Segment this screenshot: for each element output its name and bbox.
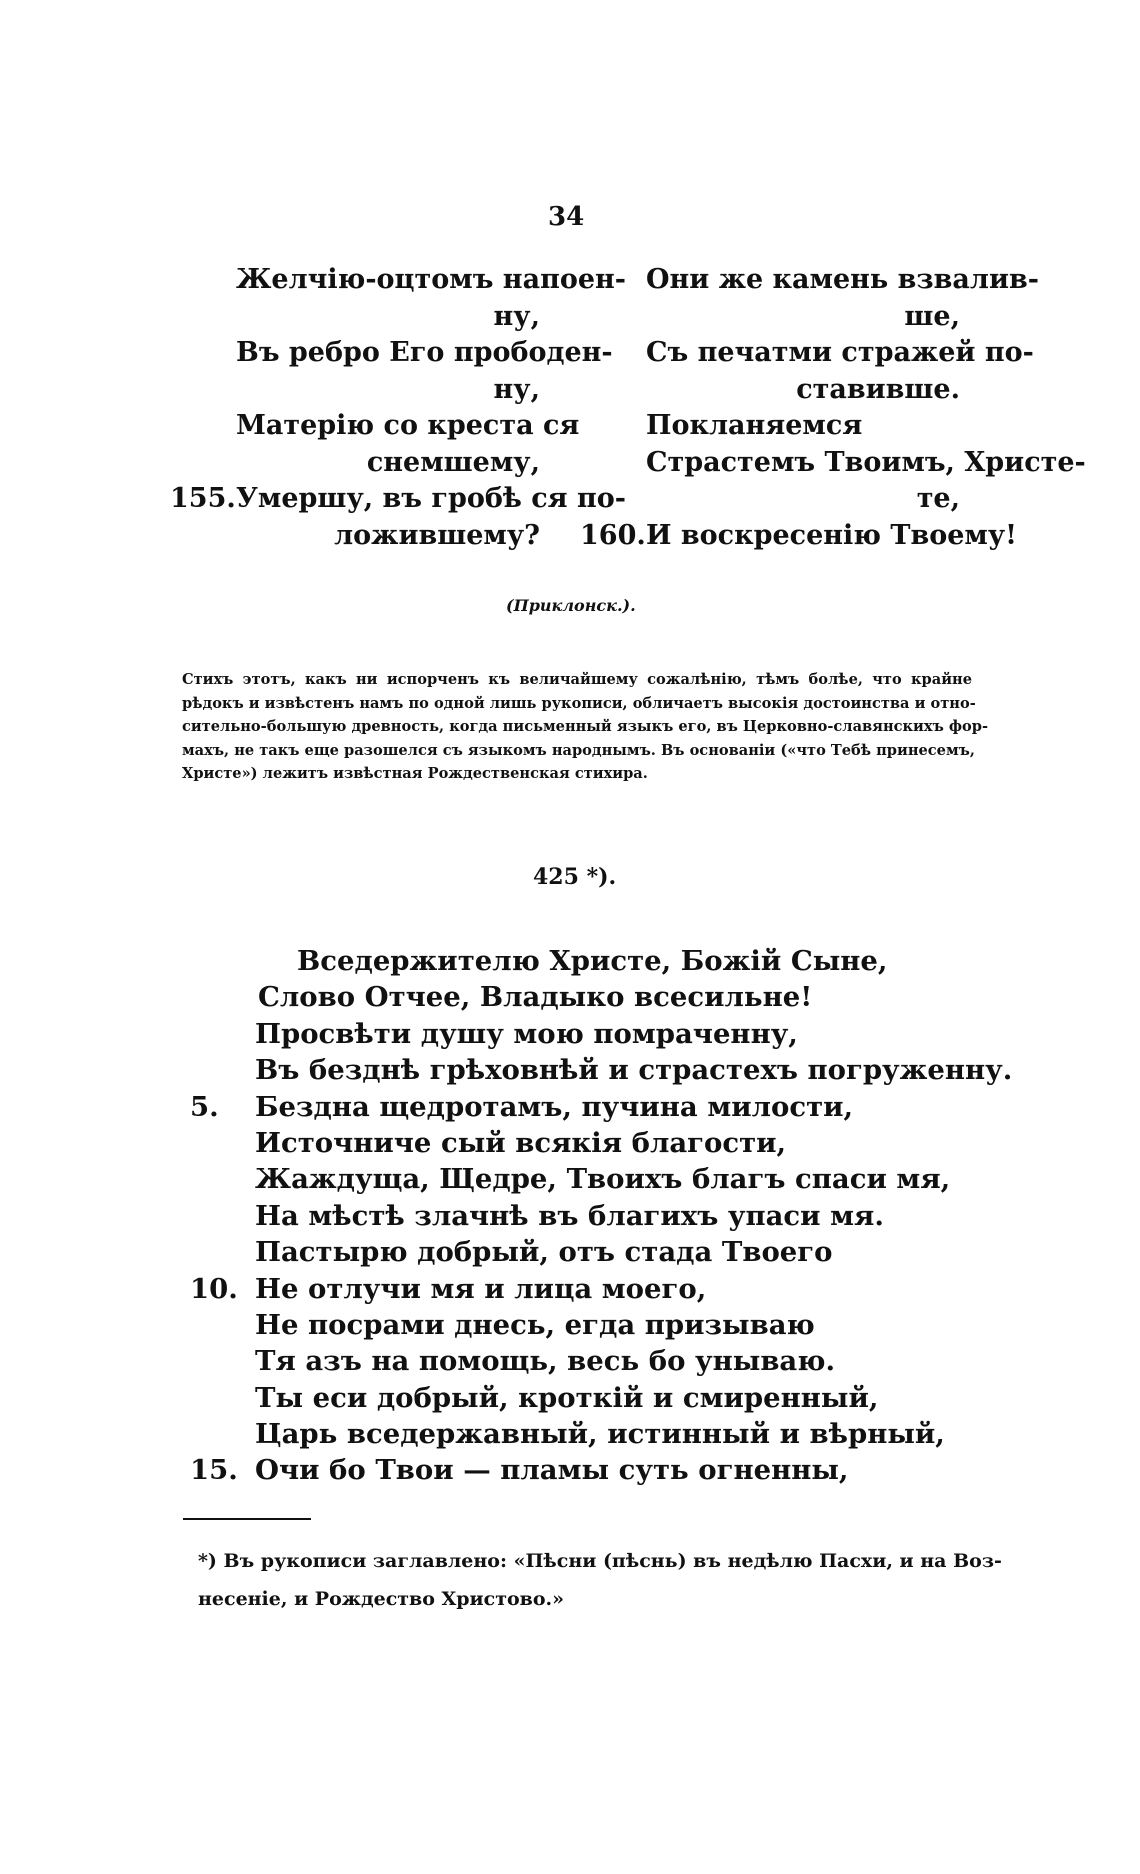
poem-line [190, 979, 950, 1015]
commentary-paragraph [182, 668, 989, 786]
poem-body [190, 943, 1013, 1489]
verse-text: ше, [904, 300, 960, 332]
verse-text: Желчію-оцтомъ напоен- [236, 264, 626, 295]
verse-text: ставивше. [796, 373, 960, 405]
poem-text: Источниче сый всякія благости, [255, 1126, 787, 1159]
source-attribution: (Приклонск.). [506, 596, 636, 615]
poem-line [190, 943, 950, 979]
verse-line [580, 481, 970, 518]
poem-line [190, 1416, 950, 1452]
verse-line [170, 335, 613, 372]
hymn-number-heading: 425 *). [533, 864, 617, 890]
poem-line [190, 1198, 950, 1234]
verse-line [580, 262, 1039, 299]
verse-text: ну, [493, 373, 540, 405]
poem-line [190, 1016, 950, 1052]
poem-text: Бездна щедротамъ, пучина милости, [255, 1090, 854, 1123]
footnote [198, 1542, 1002, 1618]
poem-line [190, 1380, 950, 1416]
verse-line [170, 445, 550, 482]
verse-line [170, 408, 580, 445]
poem-line [190, 1271, 950, 1307]
poem-text: Царь вседержавный, истинный и вѣрный, [255, 1418, 945, 1451]
commentary-line: Христе») лежитъ извѣстная Рождественская стихира. [182, 765, 648, 782]
verse-text: Страстемъ Твоимъ, Христе- [646, 446, 1086, 478]
footnote-line: *) Въ рукописи заглавлено: «Пѣсни (пѣснь) въ недѣлю Пасхи, и на Воз- [198, 1550, 1002, 1572]
verse-text: Въ ребро Его прободен- [236, 337, 613, 368]
verse-line [580, 335, 1034, 372]
verse-line [170, 481, 626, 518]
poem-line [190, 1125, 950, 1161]
verse-line [170, 372, 550, 409]
poem-text: Въ безднѣ грѣховнѣй и страстехъ погруженну. [255, 1054, 1013, 1087]
verse-text: Съ печатми стражей по- [646, 337, 1034, 368]
line-number: 160. [580, 519, 646, 551]
poem-line [190, 1452, 950, 1488]
commentary-line: рѣдокъ и извѣстенъ намъ по одной лишь рукописи, обличаетъ высокія достоинства и отно- [182, 694, 976, 712]
poem-text: Не отлучи мя и лица моего, [255, 1272, 707, 1305]
commentary-line: Стихъ этотъ, какъ ни испорченъ къ величайшему сожалѣнію, тѣмъ болѣе, что крайне [182, 671, 972, 688]
verse-text: Умершу, въ гробѣ ся по- [236, 483, 626, 514]
poem-line [190, 1234, 950, 1270]
verse-line [580, 518, 1018, 555]
line-number: 5. [190, 1090, 219, 1123]
line-number: 15. [190, 1454, 238, 1487]
poem-text: Вседержителю Христе, Божій Сыне, [297, 945, 888, 977]
verse-text: снемшему, [366, 446, 540, 478]
verse-text: ну, [493, 300, 540, 332]
verse-line [170, 518, 550, 555]
poem-text: Не посрами днесь, егда призываю [255, 1308, 815, 1341]
verse-text: Матерію со креста ся [236, 410, 580, 441]
verse-text: Покланяемся [646, 410, 863, 441]
poem-text: Слово Отчее, Владыко всесильне! [258, 981, 813, 1014]
footnote-divider [183, 1518, 311, 1520]
poem-text: Пастырю добрый, отъ стада Твоего [255, 1236, 833, 1269]
poem-line [190, 1089, 950, 1125]
poem-text: Просвѣти душу мою помраченну, [255, 1017, 798, 1050]
commentary-line: сительно-большую древность, когда письменный языкъ его, въ Церковно-славянскихъ фор- [182, 718, 989, 735]
poem-text: Жаждуща, Щедре, Твоихъ благъ спаси мя, [255, 1163, 951, 1196]
poem-line [190, 1307, 950, 1343]
verse-text: ложившему? [334, 519, 540, 551]
poem-text: Ты еси добрый, кроткій и смиренный, [255, 1381, 879, 1414]
verse-line [170, 262, 626, 299]
poem-text: На мѣстѣ злачнѣ въ благихъ упаси мя. [255, 1199, 884, 1232]
verse-line [170, 299, 550, 336]
poem-text: Тя азъ на помощь, весь бо унываю. [255, 1345, 836, 1378]
verse-line [580, 445, 1086, 482]
verse-column-right [580, 262, 1086, 554]
commentary-line: махъ, не такъ еще разошелся съ языкомъ народнымъ. Въ основаніи («что Тебѣ принесемъ, [182, 741, 975, 759]
poem-line [190, 1052, 1013, 1088]
verse-text: те, [916, 483, 960, 514]
line-number: 10. [190, 1272, 238, 1305]
verse-text: И воскресенію Твоему! [646, 519, 1018, 551]
verse-line [580, 299, 970, 336]
verse-line [580, 408, 970, 445]
line-number: 155. [170, 483, 236, 514]
verse-text: Они же камень взвалив- [646, 264, 1039, 295]
footnote-line: несеніе, и Рождество Христово.» [198, 1588, 565, 1610]
poem-text: Очи бо Твои — пламы суть огненны, [255, 1454, 849, 1487]
verse-line [580, 372, 970, 409]
poem-line [190, 1161, 950, 1197]
poem-line [190, 1343, 950, 1379]
page-number: 34 [548, 202, 585, 232]
